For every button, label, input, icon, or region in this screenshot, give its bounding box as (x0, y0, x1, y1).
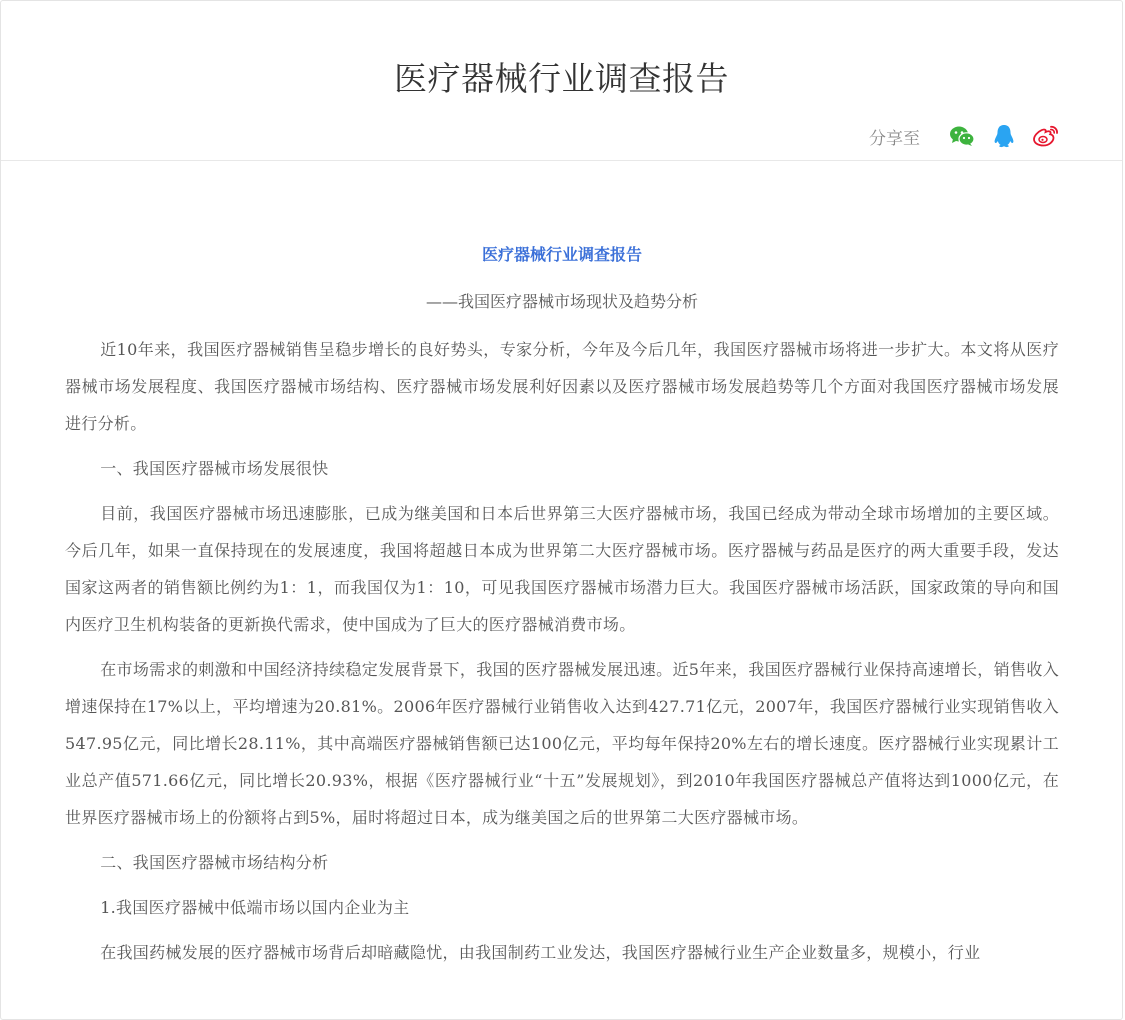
paragraph-market-growth: 目前，我国医疗器械市场迅速膨胀，已成为继美国和日本后世界第三大医疗器械市场，我国已经成为带动全球市场增加的主要区域。今后几年，如果一直保持现在的发展速度，我国将超越日本成为世界第二大医疗器械市场。医疗器械与药品是医疗的两大重要手段，发达国家这两者的销售额比例约为1：1，而我国仅为1：10，可见我国医疗器械市场潜力巨大。我国医疗器械市场活跃，国家政策的导向和国内医疗卫生机构装备的更新换代需求，使中国成为了巨大的医疗器械消费市场。 (65, 504, 1059, 634)
paragraph-low-end-market: 在我国药械发展的医疗器械市场背后却暗藏隐忧，由我国制药工业发达，我国医疗器械行业生产企业数量多，规模小，行业 (100, 943, 981, 962)
paragraph-intro: 近10年来，我国医疗器械销售呈稳步增长的良好势头，专家分析，今年及今后几年，我国医疗器械市场将进一步扩大。本文将从医疗器械市场发展程度、我国医疗器械市场结构、医疗器械市场发展利好因素以及医疗器械市场发展趋势等几个方面对我国医疗器械市场发展进行分析。 (65, 340, 1059, 433)
section-heading-1: 一、我国医疗器械市场发展很快 (100, 459, 329, 478)
article-body (65, 241, 1059, 979)
wechat-icon[interactable] (948, 122, 976, 150)
qq-icon[interactable] (990, 122, 1018, 150)
paragraph-market-data: 在市场需求的刺激和中国经济持续稳定发展背景下，我国的医疗器械发展迅速。近5年来，我国医疗器械行业保持高速增长，销售收入增速保持在17%以上，平均增速为20.81%。2006年医疗器械行业销售收入达到427.71亿元，2007年，我国医疗器械行业实现销售收入547.95亿元，同比增长28.11%，其中高端医疗器械销售额已达100亿元，平均每年保持20%左右的增长速度。医疗器械行业实现累计工业总产值571.66亿元，同比增长20.93%，根据《医疗器械行业“十五”发展规划》，到2010年我国医疗器械总产值将达到1000亿元，在世界医疗器械市场上的份额将占到5%，届时将超过日本，成为继美国之后的世界第二大医疗器械市场。 (65, 660, 1059, 827)
article-title: 医疗器械行业调查报告 (481, 245, 642, 264)
article-subtitle: ——我国医疗器械市场现状及趋势分析 (425, 292, 698, 311)
share-label: 分享至 (869, 128, 920, 149)
page-header (1, 1, 1122, 161)
subsection-heading-1: 1.我国医疗器械中低端市场以国内企业为主 (100, 898, 410, 917)
section-heading-2: 二、我国医疗器械市场结构分析 (100, 853, 329, 872)
page-title: 医疗器械行业调查报告 (394, 59, 729, 98)
share-bar (869, 122, 1060, 150)
weibo-icon[interactable] (1032, 122, 1060, 150)
